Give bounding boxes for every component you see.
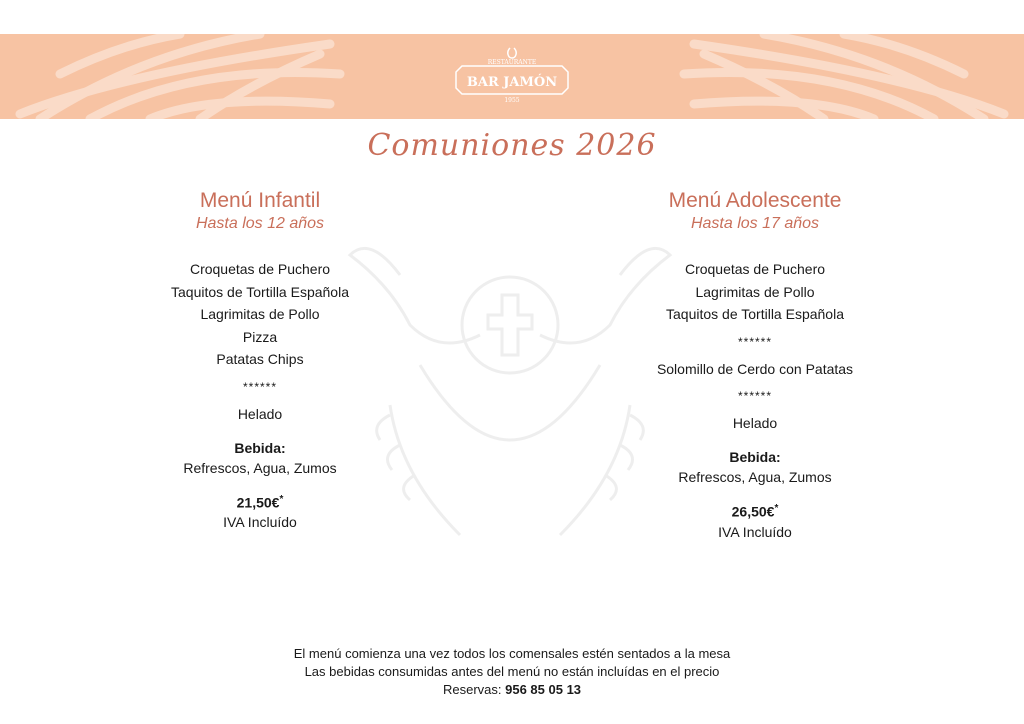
menu-infantil	[110, 188, 410, 532]
menu-subtitle: Hasta los 12 años	[195, 215, 325, 232]
menu-item: Solomillo de Cerdo con Patatas	[656, 360, 854, 377]
menu-subtitle: Hasta los 17 años	[690, 215, 820, 232]
bebida-label: Bebida:	[234, 439, 286, 456]
menu-title: Menú Infantil	[199, 189, 321, 212]
price-value: 26,50€	[731, 503, 775, 520]
price-value: 21,50€	[236, 494, 280, 511]
separator: ******	[737, 389, 773, 404]
price-mark: *	[774, 502, 779, 514]
page-title: Comuniones 2026	[367, 128, 657, 163]
footer-line1: El menú comienza una vez todos los comensales estén sentados a la mesa	[293, 646, 731, 661]
header-banner	[0, 34, 1024, 119]
bebida-value: Refrescos, Agua, Zumos	[183, 459, 337, 476]
menu-item: Patatas Chips	[216, 351, 304, 368]
menu-item: Helado	[237, 405, 283, 422]
menu-item: Helado	[732, 415, 778, 432]
separator: ******	[242, 379, 278, 394]
iva-note: IVA Incluído	[223, 514, 297, 531]
menu-item: Croquetas de Puchero	[189, 261, 331, 277]
price-mark: *	[279, 493, 284, 505]
menu-item: Taquitos de Tortilla Española	[666, 306, 844, 323]
logo-line2: BAR JAMÓN	[466, 75, 558, 90]
bebida-label: Bebida:	[729, 448, 781, 465]
footer-line2: Las bebidas consumidas antes del menú no están incluídas en el precio	[304, 664, 720, 679]
reservas-line	[0, 681, 1024, 699]
iva-note: IVA Incluído	[718, 523, 792, 540]
menu-item: Lagrimitas de Pollo	[200, 306, 320, 323]
phone-number: 956 85 05 13	[505, 682, 582, 697]
menu-item: Pizza	[242, 328, 278, 345]
footer-notes	[0, 645, 1024, 699]
price	[605, 499, 905, 522]
price	[110, 490, 410, 513]
menu-title: Menú Adolescente	[668, 189, 842, 212]
bebida-value: Refrescos, Agua, Zumos	[678, 468, 832, 485]
menu-item: Lagrimitas de Pollo	[695, 283, 815, 300]
reservas-label: Reservas:	[442, 682, 502, 697]
restaurant-logo	[452, 44, 572, 106]
separator: ******	[737, 334, 773, 349]
menu-adolescente	[605, 188, 905, 542]
logo-line3: 1955	[504, 97, 520, 104]
menu-item: Taquitos de Tortilla Española	[171, 283, 349, 300]
logo-line1: RESTAURANTE	[487, 59, 537, 66]
menu-item: Croquetas de Puchero	[684, 261, 826, 277]
